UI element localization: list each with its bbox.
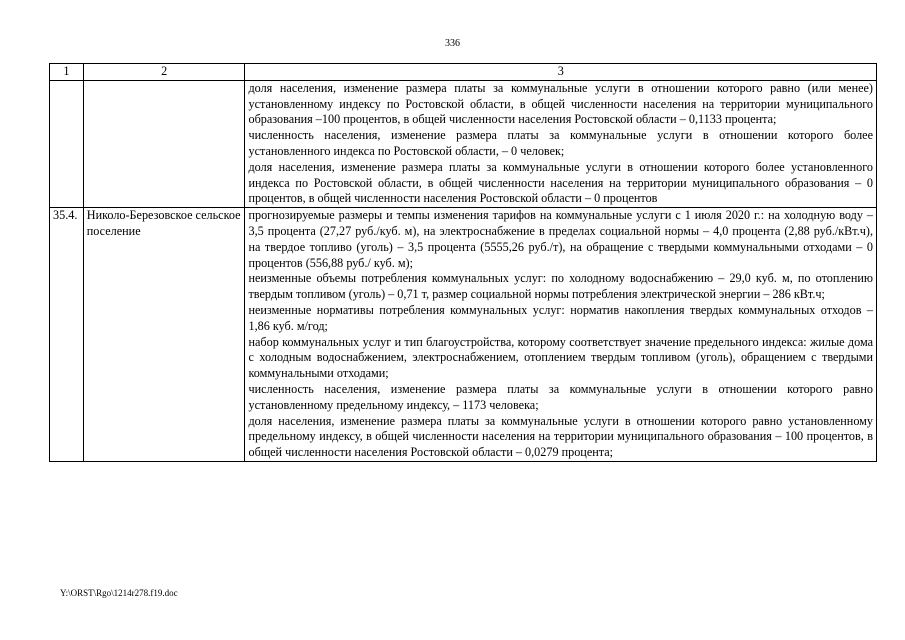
settlement-name-cell: Николо-Березовское сельское поселение bbox=[83, 208, 245, 462]
settlement-name-cell bbox=[83, 80, 245, 207]
indicator-paragraph: прогнозируемые размеры и темпы изменения тарифов на коммунальные услуги с 1 июля 2020 г.: на холодную воду – 3,5 процента (27,27 руб./куб. м), на электроснабжение в пределах социальной нормы – 4,0 процента (2,88 руб./кВт.ч), на твердое топливо (уголь) – 3,5 процента (5555,26 руб./т), на обращение с твердыми коммунальными отходами – 0 процентов (556,88 руб./ куб. м); bbox=[248, 208, 873, 270]
column-header-3: 3 bbox=[245, 64, 877, 81]
page-number: 336 bbox=[445, 38, 460, 49]
column-header-1: 1 bbox=[50, 64, 84, 81]
row-number-cell bbox=[50, 80, 84, 207]
indicator-text-cell bbox=[245, 80, 877, 207]
table-row-35-4 bbox=[50, 208, 877, 462]
indicator-paragraph: неизменные нормативы потребления коммунальных услуг: норматив накопления твердых коммунальных отходов – 1,86 куб. м/год; bbox=[248, 302, 873, 333]
indicator-paragraph: численность населения, изменение размера платы за коммунальные услуги в отношении которого равно установленному предельному индексу, – 1173 человека; bbox=[248, 381, 873, 412]
row-number-cell: 35.4. bbox=[50, 208, 84, 462]
indicator-paragraph: доля населения, изменение размера платы за коммунальные услуги в отношении которого равно установленному предельному индексу, в общей численности населения на территории муниципального образования – 100 процентов, в общей численности населения Ростовской области – 0,0279 процента; bbox=[248, 413, 873, 460]
tariff-table bbox=[49, 63, 877, 462]
column-header-2: 2 bbox=[83, 64, 245, 81]
indicator-paragraph: неизменные объемы потребления коммунальных услуг: по холодному водоснабжению – 29,0 куб. м, по отоплению твердым топливом (уголь) – 0,71 т, размер социальной нормы потребления электрической энергии – 286 кВт.ч; bbox=[248, 271, 873, 302]
document-file-path: Y:\ORST\Rgo\1214r278.f19.doc bbox=[60, 588, 178, 598]
indicator-paragraph: доля населения, изменение размера платы за коммунальные услуги в отношении которого равно (или менее) установленному индексу по Ростовской области, в общей численности населения на территории муниципального образования –100 процентов, в общей численности населения Ростовской области – 0,1133 процента; bbox=[248, 80, 873, 127]
table-header-row bbox=[50, 64, 877, 81]
indicator-paragraph: набор коммунальных услуг и тип благоустройства, которому соответствует значение предельного индекса: жилые дома с холодным водоснабжением, электроснабжением, отоплением твердым топливом (уголь), обращением с твердыми коммунальными отходами; bbox=[248, 334, 873, 381]
indicator-paragraph: доля населения, изменение размера платы за коммунальные услуги в отношении которого более установленного индекса по Ростовской области, в общей численности населения на территории муниципального образования – 0 процентов, в общей численности населения Ростовской области – 0 процентов bbox=[248, 159, 873, 206]
indicator-paragraph: численность населения, изменение размера платы за коммунальные услуги в отношении которого более установленного индекса по Ростовской области, – 0 человек; bbox=[248, 128, 873, 158]
table-row-continuation bbox=[50, 80, 877, 207]
indicator-text-cell bbox=[245, 208, 877, 462]
